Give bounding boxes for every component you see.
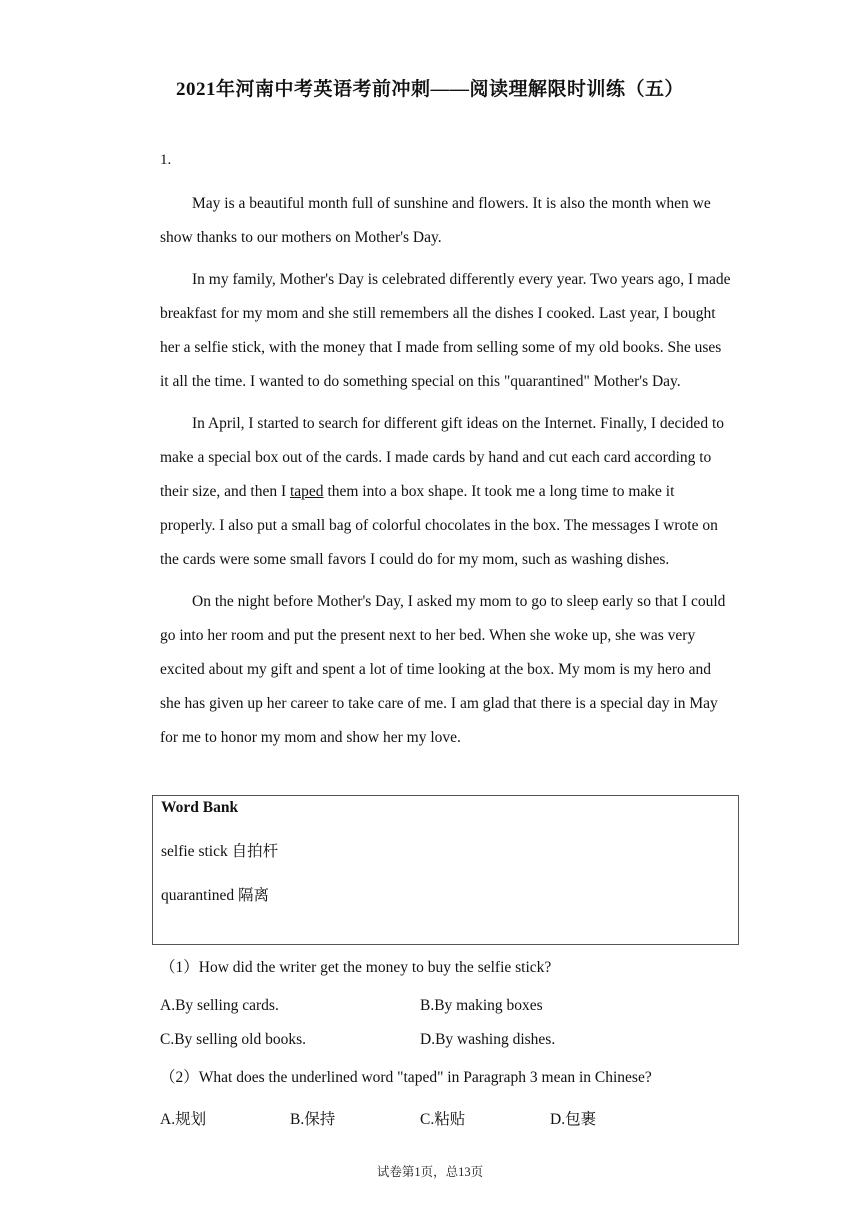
question-2-text: （2）What does the underlined word "taped" in Paragraph 3 mean in Chinese? (160, 1069, 652, 1086)
passage-paragraph-4: On the night before Mother's Day, I asked my mom to go to sleep early so that I could go into her room and put the present next to her bed. When she woke up, she was very excited about my gift and spent a lot of time looking at the box. My mom is my hero and she has given up her career to take care of me. I am glad that there is a special day in May for me to honor my mom and show her my love. (160, 593, 726, 746)
underlined-word-taped: taped (289, 483, 324, 500)
passage-paragraph-1: May is a beautiful month full of sunshine and flowers. It is also the month when we show thanks to our mothers on Mother's Day. (160, 195, 711, 246)
word-bank-title: Word Bank (161, 799, 239, 816)
question-2-option-b: B.保持 (290, 1111, 336, 1128)
question-1-option-b: B.By making boxes (420, 997, 543, 1014)
reading-passage (160, 187, 732, 763)
word-bank-item: selfie stick 自拍杆 (161, 843, 279, 860)
question-1-option-a: A.By selling cards. (160, 997, 279, 1014)
paragraph-3-text-before: In April, I started to search for different gift ideas on the Internet. Finally, I decided to make a special box out of the cards. I made cards by hand and cut each card according to their size, and then I (160, 415, 724, 500)
question-1-option-c: C.By selling old books. (160, 1031, 306, 1048)
question-1-text: （1）How did the writer get the money to buy the selfie stick? (160, 959, 552, 976)
question-2-option-a: A.规划 (160, 1111, 207, 1128)
word-bank-item: quarantined 隔离 (161, 887, 270, 904)
passage-paragraph-3 (160, 407, 732, 577)
word-bank-box (152, 795, 739, 945)
question-1-option-d: D.By washing dishes. (420, 1031, 556, 1048)
page-title: 2021年河南中考英语考前冲刺——阅读理解限时训练（五） (175, 79, 684, 100)
question-2-option-c: C.粘贴 (420, 1111, 466, 1128)
paragraph-3-text-after: them into a box shape. It took me a long time to make it properly. I also put a small bag of colorful chocolates in the box. The messages I wrote on the cards were some small favors I could do for my mom, such as washing dishes. (160, 483, 718, 568)
question-2-option-d: D.包裹 (550, 1111, 597, 1128)
page-footer: 试卷第1页，总13页 (376, 1165, 484, 1179)
question-number: 1. (160, 152, 172, 168)
passage-paragraph-2: In my family, Mother's Day is celebrated differently every year. Two years ago, I made breakfast for my mom and she still remembers all the dishes I cooked. Last year, I bought her a selfie stick, with the money that I made from selling some of my old books. She uses it all the time. I wanted to do something special on this "quarantined" Mother's Day. (160, 271, 731, 390)
